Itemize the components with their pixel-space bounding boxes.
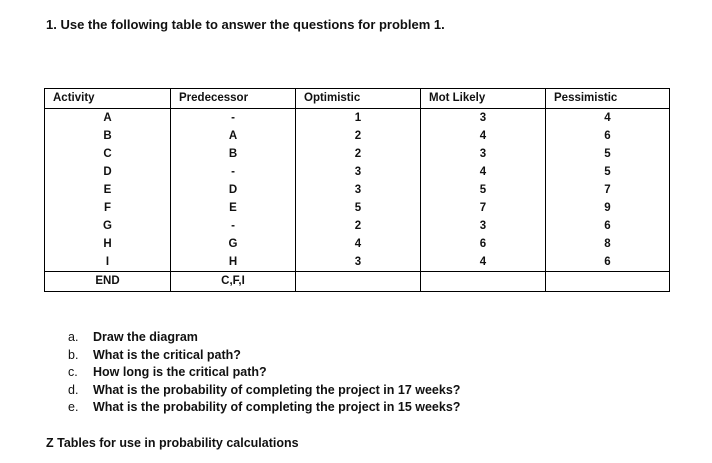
cell-most-likely: 4 [421, 253, 546, 272]
cell-optimistic: 3 [296, 163, 421, 181]
table-row [45, 181, 670, 199]
cell-pessimistic: 5 [546, 163, 670, 181]
cell-pessimistic: 6 [546, 217, 670, 235]
question-item [68, 399, 460, 417]
header-activity: Activity [45, 89, 171, 109]
header-optimistic: Optimistic [296, 89, 421, 109]
table-row [45, 163, 670, 181]
cell-activity: E [45, 181, 171, 199]
cell-optimistic: 2 [296, 127, 421, 145]
cell-optimistic: 3 [296, 253, 421, 272]
cell-predecessor: - [171, 163, 296, 181]
cell-pessimistic: 4 [546, 109, 670, 128]
cell-optimistic: 3 [296, 181, 421, 199]
cell-activity: A [45, 109, 171, 128]
table-row [45, 253, 670, 272]
question-label: e. [68, 400, 79, 414]
question-text: What is the critical path? [93, 347, 241, 362]
cell-predecessor: C,F,I [171, 272, 296, 292]
header-predecessor: Predecessor [171, 89, 296, 109]
cell-predecessor: D [171, 181, 296, 199]
question-label: b. [68, 347, 79, 362]
header-most-likely: Mot Likely [421, 89, 546, 109]
problem-heading: 1. Use the following table to answer the questions for problem 1. [46, 17, 445, 32]
cell-most-likely: 3 [421, 109, 546, 128]
cell-predecessor: E [171, 199, 296, 217]
table-row [45, 217, 670, 235]
cell-pessimistic: 6 [546, 127, 670, 145]
cell-most-likely: 3 [421, 217, 546, 235]
cell-predecessor: B [171, 145, 296, 163]
cell-activity: G [45, 217, 171, 235]
cell-optimistic [296, 272, 421, 292]
cell-most-likely: 6 [421, 235, 546, 253]
cell-predecessor: - [171, 109, 296, 128]
cell-pessimistic: 9 [546, 199, 670, 217]
cell-pessimistic: 5 [546, 145, 670, 163]
cell-optimistic: 1 [296, 109, 421, 128]
cell-most-likely: 3 [421, 145, 546, 163]
header-pessimistic: Pessimistic [546, 89, 670, 109]
cell-activity: F [45, 199, 171, 217]
activity-table [44, 88, 670, 292]
cell-optimistic: 2 [296, 145, 421, 163]
question-text: Draw the diagram [93, 330, 198, 344]
question-item [68, 329, 460, 347]
cell-pessimistic: 6 [546, 253, 670, 272]
table-row [45, 109, 670, 128]
table-row [45, 127, 670, 145]
cell-pessimistic: 8 [546, 235, 670, 253]
table-header-row [45, 89, 670, 109]
cell-most-likely: 5 [421, 181, 546, 199]
table-row [45, 199, 670, 217]
question-label: a. [68, 330, 79, 344]
cell-pessimistic [546, 272, 670, 292]
cell-activity: I [45, 253, 171, 272]
cell-activity: H [45, 235, 171, 253]
question-item [68, 364, 460, 382]
question-item [68, 382, 460, 400]
table-row [45, 235, 670, 253]
question-label: d. [68, 382, 79, 397]
cell-activity: END [45, 272, 171, 292]
cell-activity: B [45, 127, 171, 145]
cell-activity: D [45, 163, 171, 181]
cell-optimistic: 5 [296, 199, 421, 217]
cell-optimistic: 4 [296, 235, 421, 253]
cell-most-likely: 7 [421, 199, 546, 217]
cell-optimistic: 2 [296, 217, 421, 235]
cell-predecessor: A [171, 127, 296, 145]
cell-activity: C [45, 145, 171, 163]
cell-most-likely: 4 [421, 163, 546, 181]
cell-predecessor: H [171, 253, 296, 272]
question-item [68, 347, 460, 365]
cell-pessimistic: 7 [546, 181, 670, 199]
cell-predecessor: G [171, 235, 296, 253]
table-row [45, 145, 670, 163]
cell-most-likely: 4 [421, 127, 546, 145]
cell-most-likely [421, 272, 546, 292]
z-tables-note: Z Tables for use in probability calculations [46, 436, 299, 450]
question-text: What is the probability of completing the project in 17 weeks? [93, 382, 461, 397]
question-text: How long is the critical path? [93, 365, 267, 379]
question-list [68, 329, 460, 417]
table-row-end [45, 272, 670, 292]
cell-predecessor: - [171, 217, 296, 235]
question-text: What is the probability of completing the project in 15 weeks? [93, 400, 461, 414]
question-label: c. [68, 365, 78, 379]
